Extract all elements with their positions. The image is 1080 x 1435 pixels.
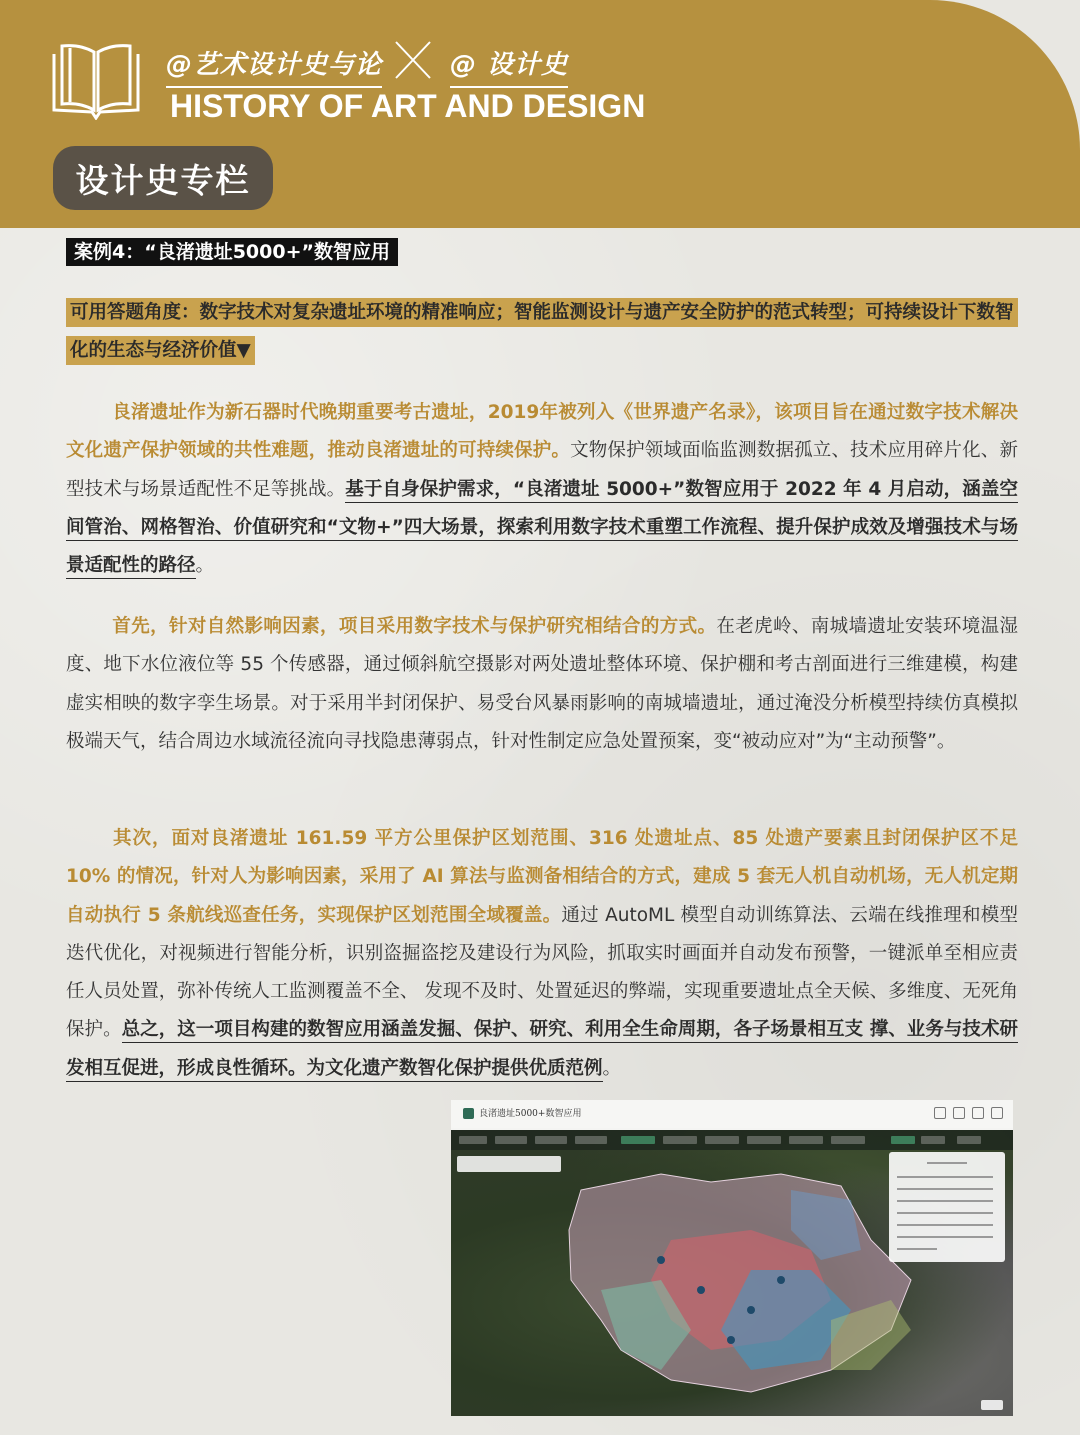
map-tab[interactable] <box>459 1136 487 1144</box>
map-tab[interactable] <box>921 1136 945 1144</box>
map-tab[interactable] <box>575 1136 607 1144</box>
paragraph-3-end: 。 <box>602 1057 622 1079</box>
paragraph-1-end: 。 <box>195 555 215 577</box>
map-tab[interactable] <box>705 1136 739 1144</box>
cross-icon <box>392 38 434 82</box>
toolbar-icon-2 <box>953 1107 965 1119</box>
app-title-bar <box>451 1100 1013 1128</box>
column-badge: 设计史专栏 <box>53 146 273 210</box>
app-title: 良渚遗址5000+数智应用 <box>479 1109 582 1119</box>
paragraph-2-highlight: 首先，针对自然影响因素，项目采用数字技术与保护研究相结合的方式。 <box>112 616 717 637</box>
info-panel-line <box>897 1176 993 1178</box>
map-nav-bar <box>451 1130 1013 1150</box>
paragraph-1-body: 文物保护领域面临监测数据孤立、技术应用碎片化、新型技术与场景适配性不足等挑战。 <box>66 440 1018 500</box>
app-screenshot <box>451 1100 1013 1416</box>
paragraph-3 <box>66 820 1018 1088</box>
app-logo-icon <box>463 1108 474 1119</box>
toolbar-icon-1 <box>934 1107 946 1119</box>
answer-angle <box>66 294 1018 370</box>
map-tab[interactable] <box>495 1136 527 1144</box>
info-panel-title <box>927 1162 967 1164</box>
map-tab-active[interactable] <box>891 1136 915 1144</box>
map-tab-active[interactable] <box>621 1136 655 1144</box>
book-icon <box>50 40 142 120</box>
map-tab[interactable] <box>789 1136 823 1144</box>
info-panel-line <box>897 1236 993 1238</box>
handle-art-design-history: @艺术设计史与论 <box>166 44 382 88</box>
map-tab[interactable] <box>747 1136 781 1144</box>
map-tab[interactable] <box>831 1136 865 1144</box>
toolbar-icon-4 <box>991 1107 1003 1119</box>
info-panel-line <box>897 1212 993 1214</box>
info-panel-line <box>897 1224 993 1226</box>
toolbar-icons <box>934 1107 1003 1119</box>
map-tab[interactable] <box>535 1136 567 1144</box>
paragraph-2 <box>66 608 1018 761</box>
header-title-english: HISTORY OF ART AND DESIGN <box>170 88 646 124</box>
map-layer-panel[interactable] <box>457 1156 561 1172</box>
paragraph-3-underlined: 总之，这一项目构建的数智应用涵盖发掘、保护、研究、利用全生命周期，各子场景相互支 撑、业务与技术研发相互促进，形成良性循环。为文化遗产数智化保护提供优质范例 <box>66 1019 1018 1081</box>
toolbar-icon-3 <box>972 1107 984 1119</box>
paragraph-1 <box>66 394 1018 585</box>
map-tab[interactable] <box>663 1136 697 1144</box>
header-band <box>0 0 1080 228</box>
paragraph-3-body: 通过 AutoML 模型自动训练算法、云端在线推理和模型迭代优化，对视频进行智能分析，识别盗掘盗挖及建设行为风险，抓取实时画面并自动发布预警，一键派单至相应责任人员处置，弥补传统人工监测覆盖不全、 发现不及时、处置延迟的弊端，实现重要遗址点全天候、多维度、无死角保护。 <box>66 904 1018 1041</box>
handle-design-history: @ 设计史 <box>450 44 568 88</box>
info-panel-line <box>897 1188 993 1190</box>
paragraph-3-highlight: 其次，面对良渚遗址 161.59 平方公里保护区划范围、316 处遗址点、85 处遗产要素且封闭保护区不足 10% 的情况，针对人为影响因素，采用了 AI 算法与监测备相结合的方式，建成 5 套无人机自动机场，无人机定期自动执行 5 条航线巡查任务，实现保护区划范围全域覆盖。 <box>66 828 1018 926</box>
info-panel-line <box>897 1248 937 1250</box>
map-corner-control[interactable] <box>981 1400 1003 1410</box>
satellite-map <box>451 1130 1013 1416</box>
paragraph-1-underlined: 基于自身保护需求，“良渚遗址 5000+”数智应用于 2022 年 4 月启动，涵盖空间管治、网格智治、价值研究和“文物+”四大场景，探索利用数字技术重塑工作流程、提升保护成效及增强技术与场景适配性的路径 <box>66 479 1018 580</box>
case-label: 案例4：“良渚遗址5000+”数智应用 <box>66 238 398 266</box>
map-info-panel <box>889 1152 1005 1262</box>
paragraph-1-highlight: 良渚遗址作为新石器时代晚期重要考古遗址，2019年被列入《世界遗产名录》，该项目旨在通过数字技术解决文化遗产保护领域的共性难题，推动良渚遗址的可持续保护。 <box>66 402 1018 462</box>
paragraph-2-body: 在老虎岭、南城墙遗址安装环境温湿度、地下水位液位等 55 个传感器，通过倾斜航空摄影对两处遗址整体环境、保护棚和考古剖面进行三维建模，构建虚实相映的数字孪生场景。对于采用半封闭保护、易受台风暴雨影响的南城墙遗址，通过淹没分析模型持续仿真模拟极端天气，结合周边水域流径流向寻找隐患薄弱点，针对性制定应急处置预案，变“被动应对”为“主动预警”。 <box>66 616 1018 752</box>
info-panel-line <box>897 1200 993 1202</box>
map-tab[interactable] <box>957 1136 981 1144</box>
answer-angle-text: 可用答题角度：数字技术对复杂遗址环境的精准响应；智能监测设计与遗产安全防护的范式转型；可持续设计下数智化的生态与经济价值▼ <box>66 298 1018 365</box>
